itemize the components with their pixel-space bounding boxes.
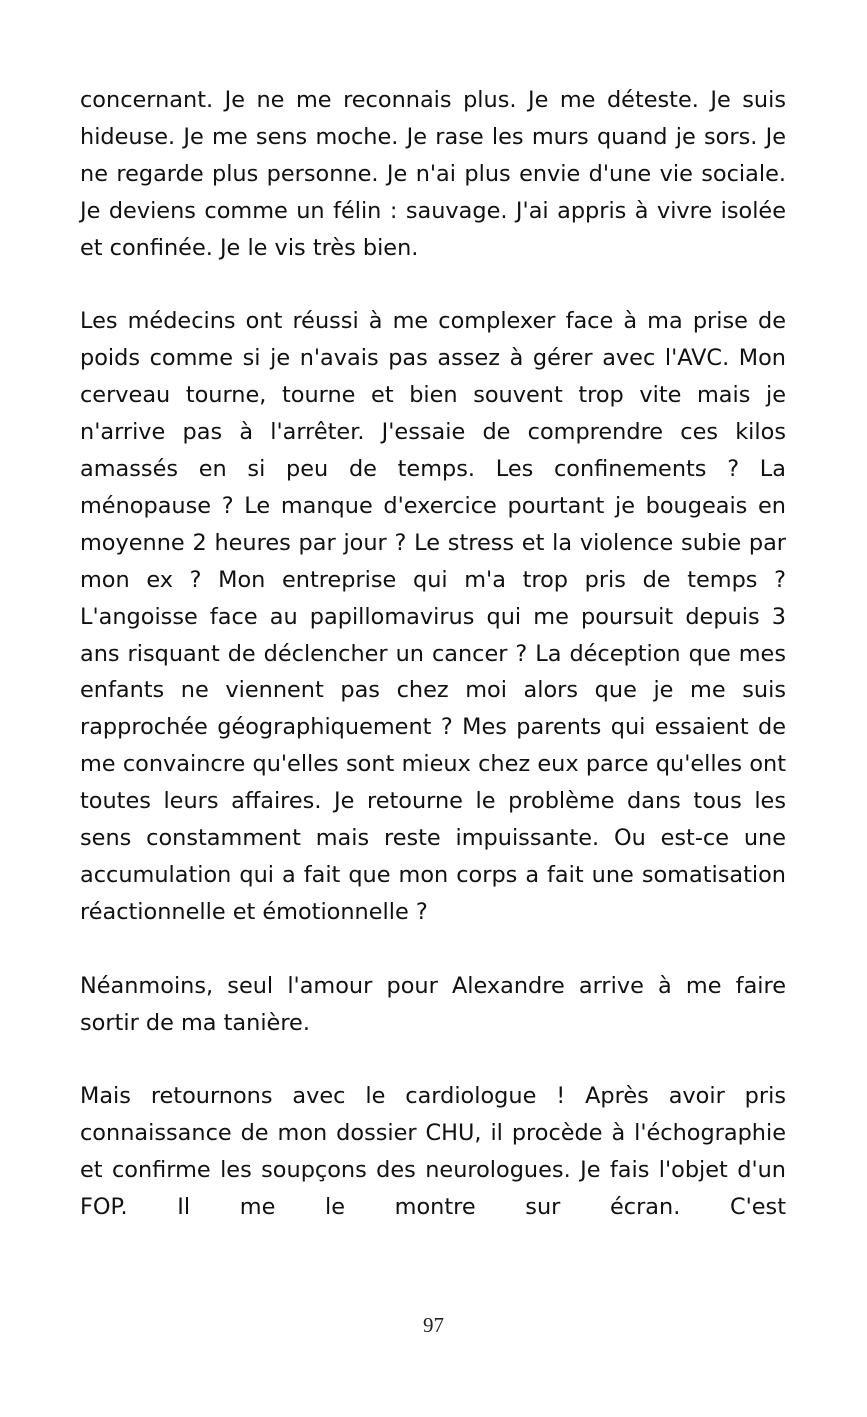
paragraph-3: Néanmoins, seul l'amour pour Alexandre arrive à me faire sortir de ma tanière. [80, 972, 786, 1036]
paragraph-1: concernant. Je ne me reconnais plus. Je me déteste. Je suis hideuse. Je me sens moche. Je rase les murs quand je sors. Je ne regarde plus personne. Je n'ai plus envie d'une vie sociale. Je deviens comme un félin : sauvage. J'ai appris à vivre isolée et confinée. Je le vis très bien. [80, 87, 786, 261]
page-number: 97 [423, 1313, 444, 1337]
paragraph-4: Mais retournons avec le cardiologue ! Après avoir pris connaissance de mon dossier CHU, il procède à l'échographie et confirme les soupçons des neurologues. Je fais l'objet d'un FOP. Il me le montre sur écran. C'est [80, 1083, 786, 1221]
paragraph-2: Les médecins ont réussi à me complexer face à ma prise de poids comme si je n'avais pas assez à gérer avec l'AVC. Mon cerveau tourne, tourne et bien souvent trop vite mais je n'arrive pas à l'arrêter. J'essaie de comprendre ces kilos amassés en si peu de temps. Les confinements ? La ménopause ? Le manque d'exercice pourtant je bougeais en moyenne 2 heures par jour ? Le stress et la violence subie par mon ex ? Mon entreprise qui m'a trop pris de temps ? L'angoisse face au papillomavirus qui me poursuit depuis 3 ans risquant de déclencher un cancer ? La déception que mes enfants ne viennent pas chez moi alors que je me suis rapprochée géographiquement ? Mes parents qui essaient de me convaincre qu'elles sont mieux chez eux parce qu'elles ont toutes leurs affaires. Je retourne le problème dans tous les sens constamment mais reste impuissante. Ou est-ce une accumulation qui a fait que mon corps a fait une somatisation réactionnelle et émotionnelle ? [80, 308, 786, 925]
body-text [80, 82, 786, 1226]
